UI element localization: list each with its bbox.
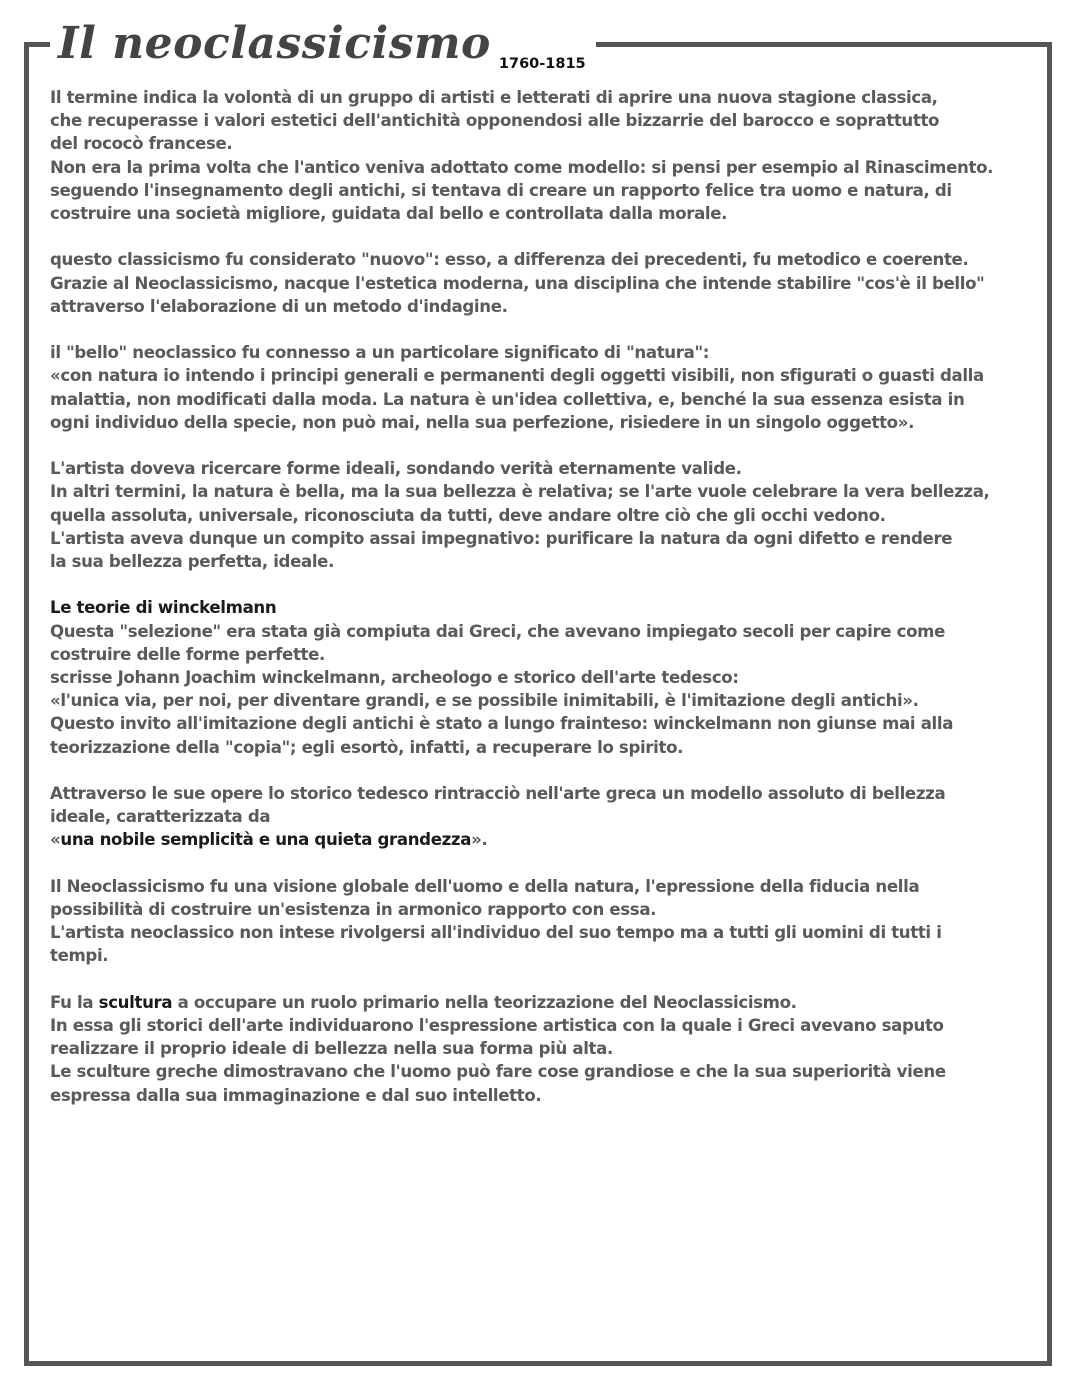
text-line: Non era la prima volta che l'antico veniva adottato come modello: si pensi per esempio al Rinascimento. bbox=[50, 157, 994, 177]
header bbox=[50, 10, 596, 74]
text-line: attraverso l'elaborazione di un metodo d'indagine. bbox=[50, 296, 508, 316]
text-line: Il Neoclassicismo fu una visione globale dell'uomo e della natura, l'epressione della fiducia nella bbox=[50, 876, 920, 896]
highlighted-quote: una nobile semplicità e una quieta grandezza bbox=[60, 830, 472, 850]
text-line: seguendo l'insegnamento degli antichi, si tentava di creare un rapporto felice tra uomo e natura, di bbox=[50, 180, 952, 200]
text-line: scrisse Johann Joachim winckelmann, archeologo e storico dell'arte tedesco: bbox=[50, 668, 739, 688]
text-line: Attraverso le sue opere lo storico tedesco rintracciò nell'arte greca un modello assoluto di bellezza bbox=[50, 784, 946, 804]
page-title: Il neoclassicismo bbox=[58, 18, 491, 69]
text-line: L'artista aveva dunque un compito assai impegnativo: purificare la natura da ogni difetto e rendere bbox=[50, 528, 953, 548]
paragraph-beauty-nature bbox=[50, 341, 1046, 434]
text-line: In essa gli storici dell'arte individuarono l'espressione artistica con la quale i Greci avevano saputo bbox=[50, 1016, 944, 1036]
text-line: del rococò francese. bbox=[50, 134, 233, 154]
paragraph-new-classicism bbox=[50, 248, 1046, 318]
text-line: il "bello" neoclassico fu connesso a un particolare significato di "natura": bbox=[50, 343, 710, 363]
text-line: «con natura io intendo i principi generali e permanenti degli oggetti visibili, non sfigurati o guasti dalla bbox=[50, 366, 984, 386]
date-range: 1760-1815 bbox=[498, 56, 586, 72]
text-line: L'artista neoclassico non intese rivolgersi all'individuo del suo tempo ma a tutti gli uomini di tutti i bbox=[50, 923, 942, 943]
section-heading: Le teorie di winckelmann bbox=[50, 598, 277, 618]
text-line: Il termine indica la volontà di un gruppo di artisti e letterati di aprire una nuova stagione classica, bbox=[50, 88, 938, 107]
text-line: quella assoluta, universale, riconosciuta da tutti, deve andare oltre ciò che gli occhi vedono. bbox=[50, 505, 886, 525]
quote-open: « bbox=[50, 830, 61, 850]
text-line: realizzare il proprio ideale di bellezza nella sua forma più alta. bbox=[50, 1039, 613, 1059]
text-line: Le sculture greche dimostravano che l'uomo può fare cose grandiose e che la sua superiorità viene bbox=[50, 1062, 946, 1082]
text-line: possibilità di costruire un'esistenza in armonico rapporto con essa. bbox=[50, 900, 657, 920]
paragraph-intro bbox=[50, 86, 1046, 225]
paragraph-winckelmann bbox=[50, 596, 1046, 758]
text-line: la sua bellezza perfetta, ideale. bbox=[50, 552, 335, 572]
text-line: L'artista doveva ricercare forme ideali, sondando verità eternamente valide. bbox=[50, 459, 742, 479]
paragraph-sculpture bbox=[50, 991, 1046, 1107]
paragraph-ideal-forms bbox=[50, 457, 1046, 573]
quote-close: ». bbox=[471, 830, 488, 850]
text-line: malattia, non modificati dalla moda. La natura è un'idea collettiva, e, benché la sua essenza esista in bbox=[50, 389, 965, 409]
text-line: Grazie al Neoclassicismo, nacque l'estetica moderna, una disciplina che intende stabilire "cos'è il bello" bbox=[50, 273, 985, 293]
text-line: Questo invito all'imitazione degli antichi è stato a lungo frainteso: winckelmann non giunse mai alla bbox=[50, 714, 954, 734]
paragraph-greek-model bbox=[50, 782, 1046, 852]
text-line: questo classicismo fu considerato "nuovo": esso, a differenza dei precedenti, fu metodico e coerente. bbox=[50, 250, 969, 270]
paragraph-global-vision bbox=[50, 875, 1046, 968]
text-line: ogni individuo della specie, non può mai, nella sua perfezione, risiedere in un singolo oggetto». bbox=[50, 412, 915, 432]
sculpture-line bbox=[50, 991, 1046, 1014]
quote-line bbox=[50, 828, 1046, 851]
text-line: costruire delle forme perfette. bbox=[50, 644, 325, 664]
text-line: costruire una società migliore, guidata dal bello e controllata dalla morale. bbox=[50, 204, 728, 224]
highlighted-keyword: scultura bbox=[98, 992, 173, 1012]
text-line: Questa "selezione" era stata già compiuta dai Greci, che avevano impiegato secoli per capire come bbox=[50, 621, 945, 641]
text-fragment: Fu la bbox=[50, 992, 99, 1012]
document-body bbox=[50, 86, 1046, 1107]
text-line: ideale, caratterizzata da bbox=[50, 807, 271, 827]
text-line: «l'unica via, per noi, per diventare grandi, e se possibile inimitabili, è l'imitazione degli antichi». bbox=[50, 691, 919, 711]
text-line: espressa dalla sua immaginazione e dal suo intelletto. bbox=[50, 1085, 542, 1105]
text-line: che recuperasse i valori estetici dell'antichità opponendosi alle bizzarrie del barocco e soprattutto bbox=[50, 111, 940, 131]
text-line: tempi. bbox=[50, 946, 109, 966]
text-line: teorizzazione della "copia"; egli esortò, infatti, a recuperare lo spirito. bbox=[50, 737, 684, 757]
text-line: In altri termini, la natura è bella, ma la sua bellezza è relativa; se l'arte vuole celebrare la vera bellezza, bbox=[50, 482, 990, 502]
text-fragment: a occupare un ruolo primario nella teorizzazione del Neoclassicismo. bbox=[172, 992, 797, 1012]
